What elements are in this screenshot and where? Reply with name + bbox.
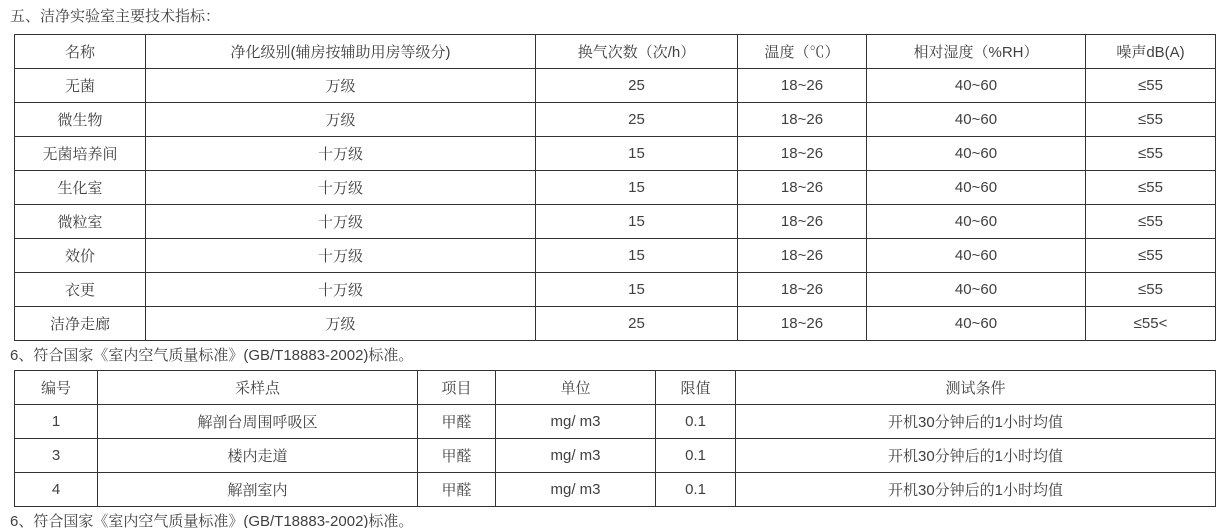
table-cell: 18~26 [738,239,867,273]
table-header-row [15,35,1216,69]
table-cell: 18~26 [738,137,867,171]
column-header-limit: 限值 [656,371,736,405]
table-row [15,473,1216,507]
table-cell: 15 [536,239,738,273]
table-cell: 万级 [146,103,536,137]
table-cell: 18~26 [738,205,867,239]
table-cell: ≤55 [1086,273,1216,307]
table-header-row [15,371,1216,405]
table-cell: 3 [15,439,98,473]
table-cell: 效价 [15,239,146,273]
table-cell: 25 [536,69,738,103]
table-cell: 开机30分钟后的1小时均值 [736,439,1216,473]
air-quality-test-table [14,370,1216,507]
table-cell: 40~60 [867,171,1086,205]
column-header-test-condition: 测试条件 [736,371,1216,405]
column-header-number: 编号 [15,371,98,405]
section-heading-clean-lab: 五、洁净实验室主要技术指标： [10,8,221,25]
table-cell: 甲醛 [418,439,496,473]
table-cell: 40~60 [867,103,1086,137]
table-cell: ≤55 [1086,137,1216,171]
table-cell: mg/ m3 [496,439,656,473]
table-cell: 15 [536,137,738,171]
table-row [15,405,1216,439]
table-cell: 甲醛 [418,473,496,507]
table-cell: 18~26 [738,103,867,137]
table-cell: mg/ m3 [496,405,656,439]
table-cell: 40~60 [867,273,1086,307]
table-row [15,307,1216,341]
column-header-air-changes: 换气次数（次/h） [536,35,738,69]
table-cell: ≤55 [1086,239,1216,273]
table-cell: 18~26 [738,171,867,205]
table-row [15,239,1216,273]
column-header-noise: 噪声dB(A) [1086,35,1216,69]
table-cell: 十万级 [146,205,536,239]
table-cell: 40~60 [867,69,1086,103]
table-cell: 18~26 [738,307,867,341]
table-cell: 无菌 [15,69,146,103]
table-cell: 楼内走道 [98,439,418,473]
table-cell: 15 [536,205,738,239]
table-cell: 0.1 [656,439,736,473]
column-header-sampling-point: 采样点 [98,371,418,405]
note-air-quality-standard-mid: 6、符合国家《室内空气质量标准》(GB/T18883-2002)标准。 [10,347,414,364]
table-cell: 万级 [146,307,536,341]
table-cell: 40~60 [867,239,1086,273]
table-cell: 万级 [146,69,536,103]
table-row [15,69,1216,103]
table-cell: 40~60 [867,307,1086,341]
table-cell: 甲醛 [418,405,496,439]
table-row [15,137,1216,171]
table-cell: 洁净走廊 [15,307,146,341]
table-cell: 十万级 [146,171,536,205]
table-cell: ≤55< [1086,307,1216,341]
clean-lab-spec-table [14,34,1216,341]
table-row [15,205,1216,239]
table-cell: 4 [15,473,98,507]
table-cell: ≤55 [1086,205,1216,239]
table-cell: 0.1 [656,405,736,439]
table-cell: ≤55 [1086,103,1216,137]
table-cell: 40~60 [867,205,1086,239]
table-row [15,103,1216,137]
table-cell: 0.1 [656,473,736,507]
table-cell: 25 [536,307,738,341]
table-cell: 15 [536,171,738,205]
column-header-item: 项目 [418,371,496,405]
column-header-humidity: 相对湿度（%RH） [867,35,1086,69]
table-cell: 18~26 [738,69,867,103]
table-cell: 衣更 [15,273,146,307]
table-cell: 15 [536,273,738,307]
column-header-unit: 单位 [496,371,656,405]
table-cell: 生化室 [15,171,146,205]
column-header-temperature: 温度（℃） [738,35,867,69]
table-cell: 十万级 [146,273,536,307]
table-cell: 微粒室 [15,205,146,239]
table-cell: 十万级 [146,137,536,171]
table-row [15,171,1216,205]
table-cell: ≤55 [1086,69,1216,103]
table-cell: 40~60 [867,137,1086,171]
table-row [15,439,1216,473]
table-cell: 开机30分钟后的1小时均值 [736,473,1216,507]
column-header-name: 名称 [15,35,146,69]
note-air-quality-standard-bottom: 6、符合国家《室内空气质量标准》(GB/T18883-2002)标准。 [10,513,414,528]
table-cell: ≤55 [1086,171,1216,205]
table-cell: 解剖室内 [98,473,418,507]
table-cell: 18~26 [738,273,867,307]
table-cell: 微生物 [15,103,146,137]
table-cell: mg/ m3 [496,473,656,507]
table-cell: 解剖台周围呼吸区 [98,405,418,439]
column-header-purification-level: 净化级别(辅房按辅助用房等级分) [146,35,536,69]
table-cell: 开机30分钟后的1小时均值 [736,405,1216,439]
table-row [15,273,1216,307]
table-cell: 25 [536,103,738,137]
table-cell: 无菌培养间 [15,137,146,171]
table-cell: 1 [15,405,98,439]
table-cell: 十万级 [146,239,536,273]
